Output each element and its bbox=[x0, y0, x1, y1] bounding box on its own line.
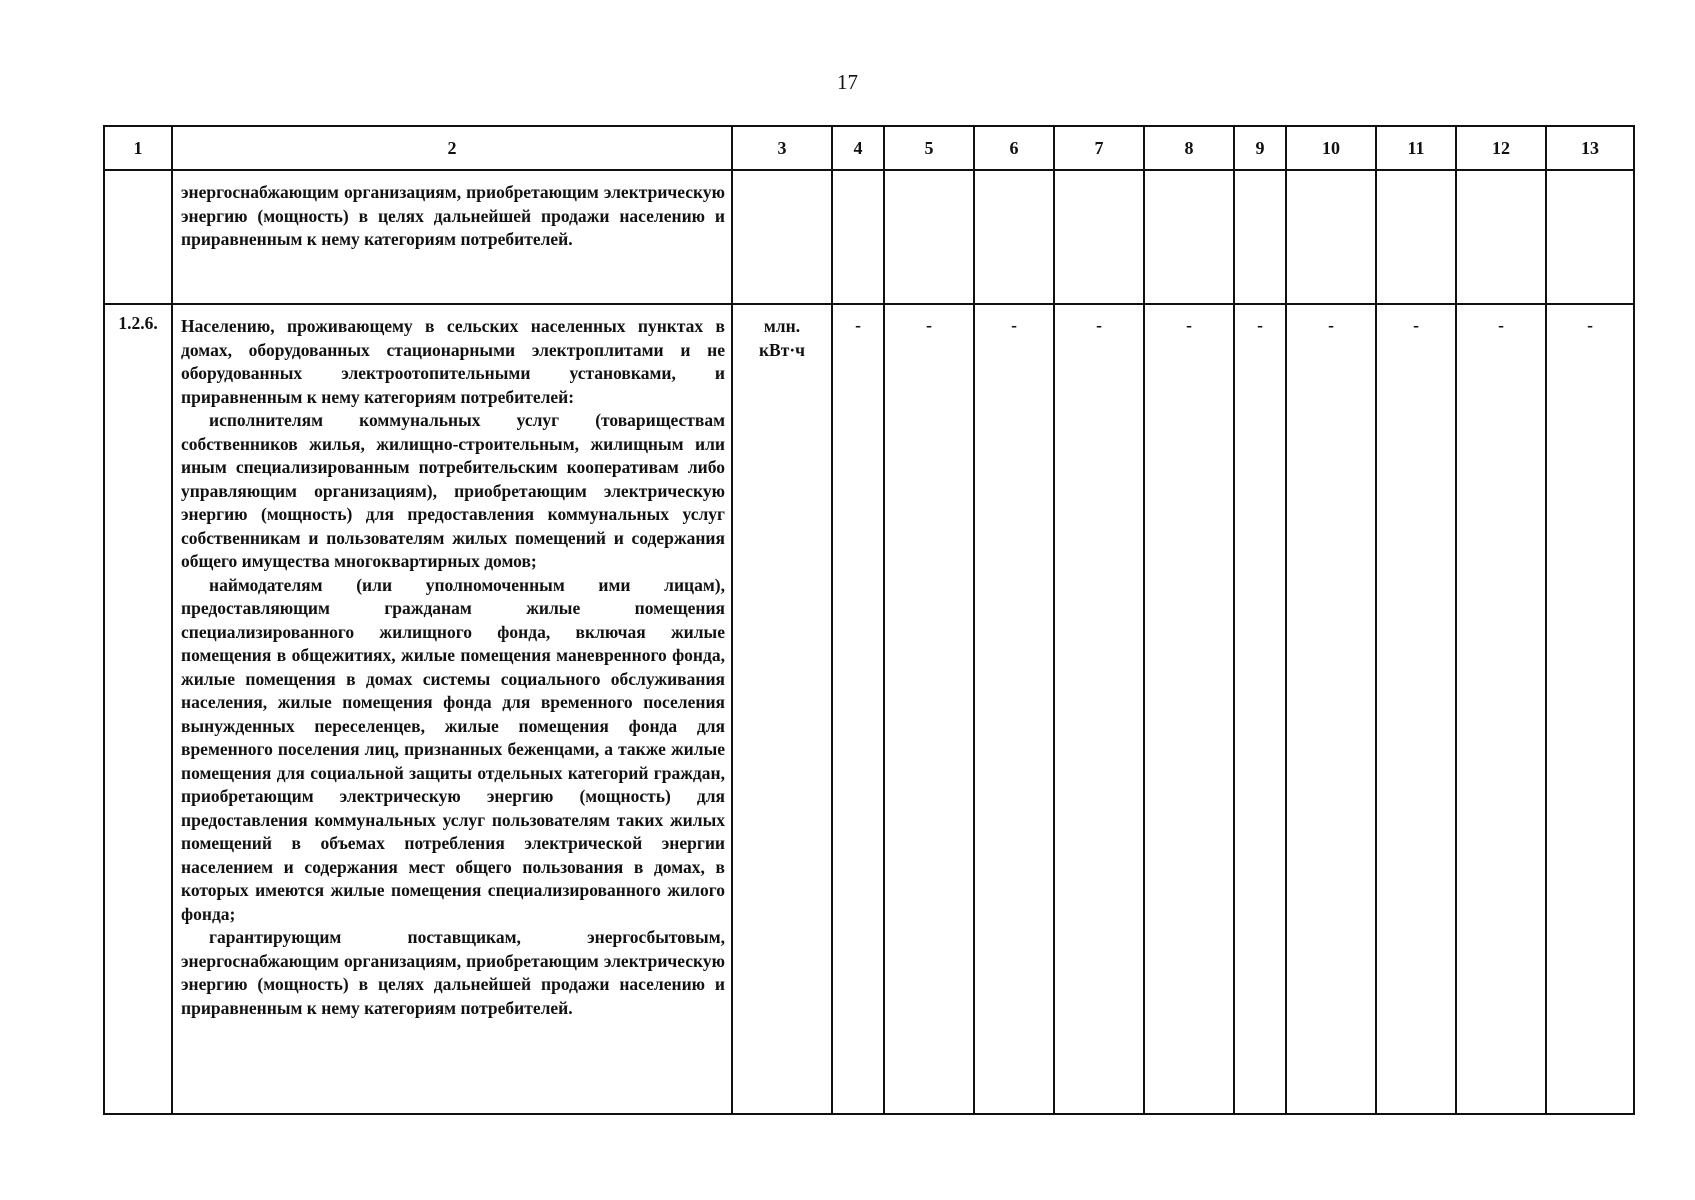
page-number: 17 bbox=[837, 70, 858, 94]
value-cell: - bbox=[1286, 304, 1376, 1114]
value-cell: - bbox=[1234, 304, 1286, 1114]
unit-line: кВт·ч bbox=[758, 339, 806, 360]
description-paragraph: энергоснабжающим организациям, приобретающим электрическую энергию (мощность) в целях дальнейшей продажи населению и приравненным к нему категориям потребителей. bbox=[181, 182, 725, 249]
empty-cell bbox=[884, 170, 974, 304]
unit-line: млн. bbox=[763, 316, 801, 336]
data-table bbox=[103, 125, 1635, 1115]
empty-cell bbox=[1546, 170, 1634, 304]
value-cell: - bbox=[1376, 304, 1456, 1114]
row-number-cell: 1.2.6. bbox=[104, 304, 172, 1114]
empty-cell bbox=[832, 170, 884, 304]
description-paragraph: Населению, проживающему в сельских населенных пунктах в домах, оборудованных стационарными электроплитами и не оборудованных электроотопительными установками, и приравненным к нему категориям потребителей: bbox=[181, 316, 725, 407]
empty-cell bbox=[1456, 170, 1546, 304]
value-cell: - bbox=[974, 304, 1054, 1114]
column-header: 3 bbox=[732, 126, 832, 170]
value-cell: - bbox=[1144, 304, 1234, 1114]
row-description-cell bbox=[172, 170, 732, 304]
empty-cell bbox=[1234, 170, 1286, 304]
value-cell: - bbox=[1456, 304, 1546, 1114]
column-header: 10 bbox=[1286, 126, 1376, 170]
column-header: 7 bbox=[1054, 126, 1144, 170]
row-description-cell bbox=[172, 304, 732, 1114]
column-header: 13 bbox=[1546, 126, 1634, 170]
column-header: 1 bbox=[104, 126, 172, 170]
value-cell: - bbox=[832, 304, 884, 1114]
empty-cell bbox=[1054, 170, 1144, 304]
table-row bbox=[104, 304, 1634, 1114]
unit-cell bbox=[732, 304, 832, 1114]
column-header: 12 bbox=[1456, 126, 1546, 170]
column-header: 11 bbox=[1376, 126, 1456, 170]
column-header: 5 bbox=[884, 126, 974, 170]
value-cell: - bbox=[1054, 304, 1144, 1114]
empty-cell bbox=[1376, 170, 1456, 304]
column-header: 2 bbox=[172, 126, 732, 170]
table-row bbox=[104, 170, 1634, 304]
description-paragraph: исполнителям коммунальных услуг (товариществам собственников жилья, жилищно-строительным, жилищным или иным специализированным потребительским кооперативам либо управляющим организациям), приобретающим электрическую энергию (мощность) для предоставления коммунальных услуг собственникам и пользователям жилых помещений и содержания общего имущества многоквартирных домов; bbox=[181, 410, 725, 571]
empty-cell bbox=[732, 170, 832, 304]
empty-cell bbox=[1144, 170, 1234, 304]
column-header: 9 bbox=[1234, 126, 1286, 170]
column-header: 4 bbox=[832, 126, 884, 170]
value-cell: - bbox=[1546, 304, 1634, 1114]
column-header: 6 bbox=[974, 126, 1054, 170]
description-paragraph: гарантирующим поставщикам, энергосбытовым, энергоснабжающим организациям, приобретающим электрическую энергию (мощность) в целях дальнейшей продажи населению и приравненным к нему категориям потребителей. bbox=[181, 927, 725, 1018]
value-cell: - bbox=[884, 304, 974, 1114]
description-paragraph: наймодателям (или уполномоченным ими лицам), предоставляющим гражданам жилые помещения специализированного жилищного фонда, включая жилые помещения в общежитиях, жилые помещения маневренного фонда, жилые помещения в домах системы социального обслуживания населения, жилые помещения фонда для временного поселения вынужденных переселенцев, жилые помещения фонда для временного поселения лиц, признанных беженцами, а также жилые помещения для социальной защиты отдельных категорий граждан, приобретающим электрическую энергию (мощность) для предоставления коммунальных услуг пользователям таких жилых помещений в объемах потребления электрической энергии населением и содержания мест общего пользования в домах, в которых имеются жилые помещения специализированного жилого фонда; bbox=[181, 574, 725, 924]
table-header-row bbox=[104, 126, 1634, 170]
empty-cell bbox=[974, 170, 1054, 304]
row-number-cell bbox=[104, 170, 172, 304]
column-header: 8 bbox=[1144, 126, 1234, 170]
empty-cell bbox=[1286, 170, 1376, 304]
